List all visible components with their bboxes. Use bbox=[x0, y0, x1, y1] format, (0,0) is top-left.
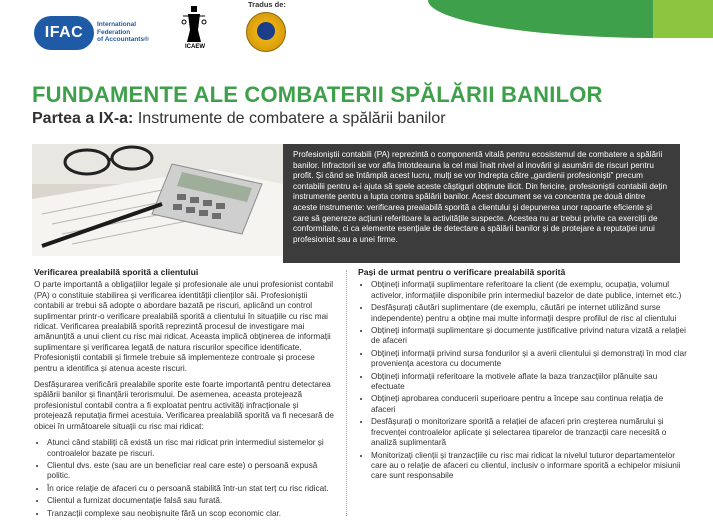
icaew-label: ICAEW bbox=[185, 44, 205, 50]
left-paragraph-2: Desfășurarea verificării prealabile sporite este foarte importantă pentru detectarea spălării banilor și finanțării terorismului. De asemenea, aceasta protejează profesionistul contabil contra a fi exploatat pentru activități infracționale și protejează reputația firmei acestuia. Verificarea prealabilă sporită va fi necesară de obicei în următoarele situații cu risc mai ridicat: bbox=[34, 380, 334, 431]
list-item: • Monitorizați clienții și tranzacțiile cu risc mai ridicat la nivelul tuturor departamentelor care au o relație de afaceri cu clientul, inclusiv o informare sporită a echipelor misiunii care sunt responsabile bbox=[371, 451, 688, 482]
left-paragraph-1: O parte importantă a obligațiilor legale și profesionale ale unui profesionist contabil (PA) o constituie stabilirea și verificarea identității clienților săi. Profesioniștii contabili ar trebui să adopte o abordare bazată pe riscuri, aplicând un control suplimentar printr-o verificare prealabilă sporită a clientului în situațiile cu risc mai ridicat. Verificarea prealabilă sporită reprezintă procesul de investigare mai amănunțită a unui client cu risc mai ridicat. Aceasta implică obținerea de informații suplimentare și verificarea legată de natura riscurilor specifice identificate. Profesioniștii contabili și firmele trebuie să implementeze controale și procese pentru a identifica și atenua aceste riscuri. bbox=[34, 280, 334, 373]
intro-text: Profesioniștii contabili (PA) reprezintă o componentă vitală pentru ecosistemul de combatere a spălării banilor. Infractorii se vor afla întotdeauna la cel mai înalt nivel al inovării și asumării de riscuri pentru profit. Și când se întâmplă acest lucru, mulți se vor îndrepta către „gardienii profesioniști” precum contabilii pentru a-i ajuta să spele aceste câștiguri obținute ilicit. Din fericire, profesioniștii contabili dețin instrumente pentru a lupta contra spălării banilor. Acest document se va concentra pe două dintre aceste instrumente: verificarea prealabilă sporită a clientului și depunerea unor rapoarte eficiente și care să genereze acțiuni referitoare la activitățile suspecte. Acestea nu ar trebui privite ca exerciții de conformitate, ci ca elemente esențiale de detectare a spălării banilor și de protejare a reputației unui profesionist sau a unei firme. bbox=[293, 150, 668, 244]
left-heading: Verificarea prealabilă sporită a clientului bbox=[34, 267, 199, 277]
subtitle-part: Partea a IX-a: bbox=[32, 110, 134, 127]
list-item: • Desfășurați o monitorizare sporită a relației de afaceri prin creșterea numărului și frecvenței controalelor aplicate și selectarea tiparelor de tranzacții care necesită o analiză suplimentară bbox=[371, 417, 688, 448]
list-item: • Obțineți informații privind sursa fondurilor și a averii clientului și demonstrați în mod clar proveniența acestora cu documente bbox=[371, 349, 688, 370]
list-item: • Atunci când stabiliți că există un risc mai ridicat prin intermediul sistemelor și controalelor bazate pe riscuri. bbox=[47, 438, 334, 459]
list-item: • Clientul a furnizat documentație falsă sau furată. bbox=[47, 496, 334, 506]
intro-box bbox=[283, 144, 680, 263]
ifac-logo: IFAC bbox=[34, 16, 94, 50]
column-divider bbox=[346, 270, 347, 516]
subtitle-text: Instrumente de combatere a spălării banilor bbox=[137, 110, 446, 127]
right-bullet-list bbox=[358, 280, 688, 481]
page-subtitle bbox=[32, 110, 446, 128]
right-heading: Pași de urmat pentru o verificare prealabilă sporită bbox=[358, 267, 566, 277]
ifac-name: International Federation of Accountants® bbox=[97, 21, 149, 43]
right-column bbox=[358, 267, 688, 484]
left-column bbox=[34, 267, 334, 521]
left-bullet-list bbox=[34, 438, 334, 519]
header-green-accent bbox=[653, 0, 713, 38]
list-item: • Desfășurați căutări suplimentare (de exemplu, căutări pe internet utilizând surse independente) pentru a obține mai multe informații despre profilul de risc al clientului bbox=[371, 303, 688, 324]
list-item: • Clientul dvs. este (sau are un beneficiar real care este) o persoană expusă politic. bbox=[47, 461, 334, 482]
list-item: • Obțineți aprobarea conducerii superioare pentru a începe sau continua relația de afaceri bbox=[371, 394, 688, 415]
list-item: • În orice relație de afaceri cu o persoană stabilită într-un stat terț cu risc ridicat. bbox=[47, 484, 334, 494]
translated-by-label: Tradus de: bbox=[248, 0, 286, 9]
page-title: FUNDAMENTE ALE COMBATERII SPĂLĂRII BANILOR bbox=[32, 82, 603, 107]
list-item: • Obțineți informații suplimentare și documente justificative privind natura vizată a relației de afaceri bbox=[371, 326, 688, 347]
translator-seal-icon bbox=[246, 12, 286, 52]
list-item: • Obțineți informații referitoare la motivele aflate la baza tranzacțiilor plănuite sau efectuate bbox=[371, 372, 688, 393]
calculator-glasses-photo bbox=[32, 144, 283, 256]
list-item: • Obțineți informații suplimentare referitoare la client (de exemplu, ocupația, volumul activelor, informațiile disponibile prin intermediul bazelor de date publice, internet etc.) bbox=[371, 280, 688, 301]
list-item: • Tranzacții complexe sau neobișnuite fără un scop economic clar. bbox=[47, 509, 334, 519]
